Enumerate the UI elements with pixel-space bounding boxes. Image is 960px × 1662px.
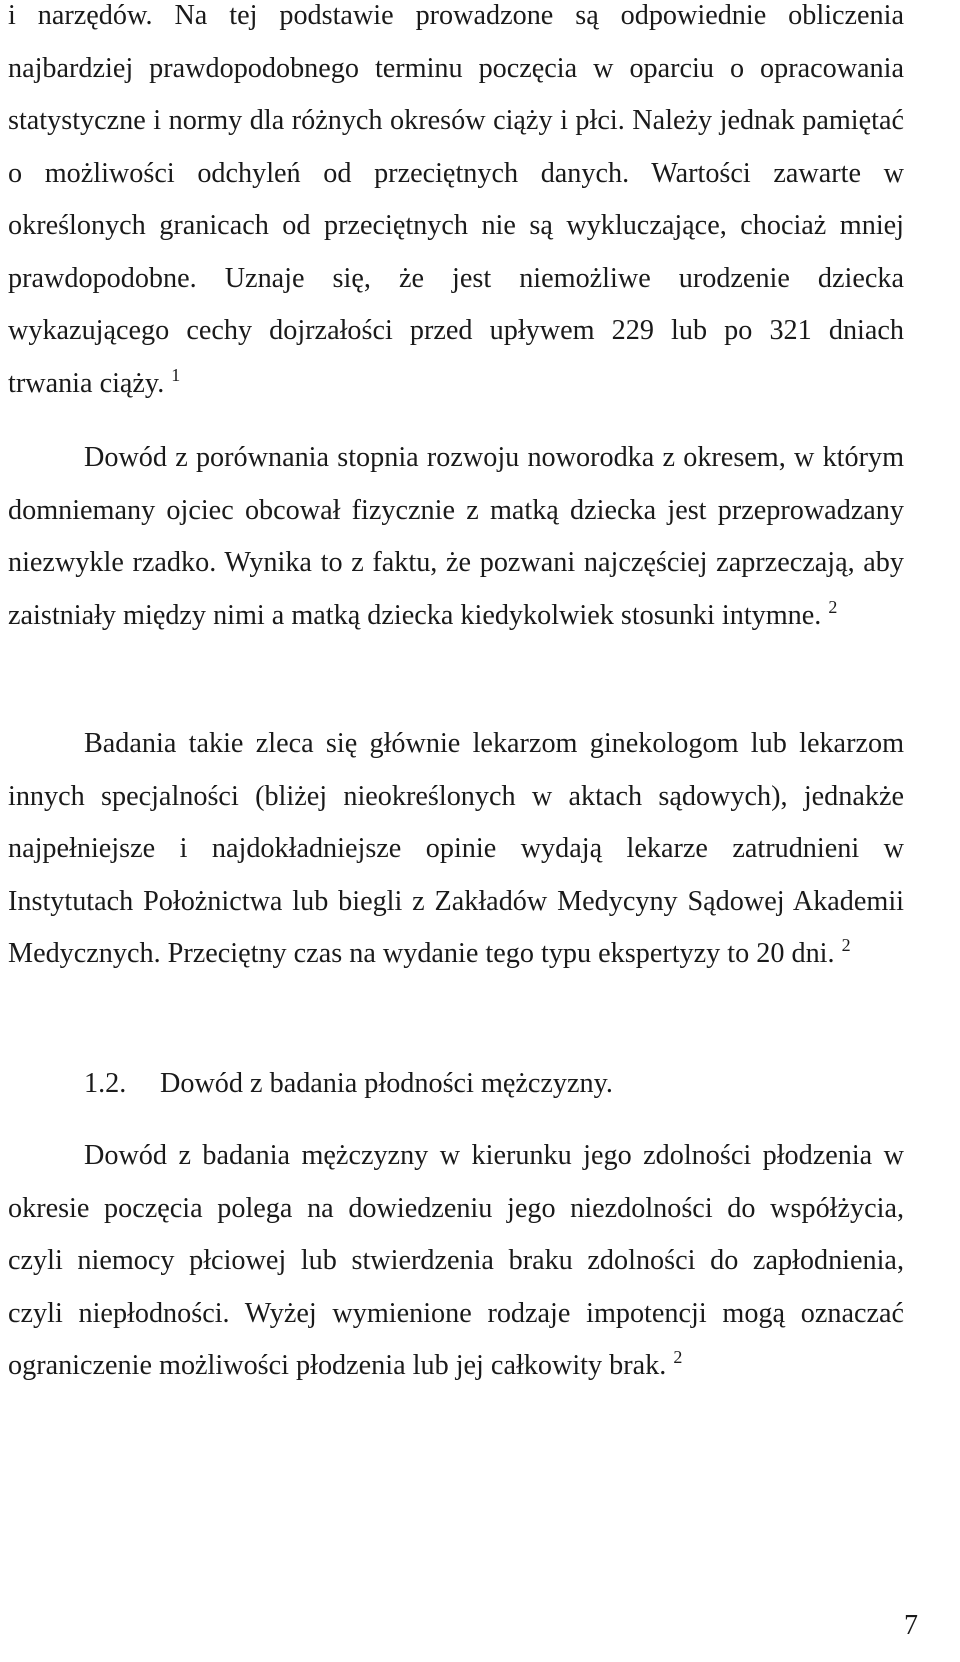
paragraph-1: [8, 0, 904, 410]
footnote-ref-4: 2: [673, 1347, 683, 1367]
paragraph-3: [8, 718, 904, 981]
footnote-ref-3: 2: [841, 935, 851, 955]
footnote-ref-2: 2: [828, 596, 838, 617]
paragraph-2-text: Dowód z porównania stopnia rozwoju noworodka z okresem, w którym domniemany ojciec obcował fizycznie z matką dziecka jest przeprowadzany niezwykle rzadko. Wynika to z faktu, że pozwani najczęściej zaprzeczają, aby zaistniały między nimi a matką dziecka kiedykolwiek stosunki intymne.: [8, 442, 904, 631]
paragraph-3-text: Badania takie zleca się głównie lekarzom ginekologom lub lekarzom innych specjalności (bliżej nieokreślonych w aktach sądowych), jednakże najpełniejsze i najdokładniejsze opinie wydają lekarze zatrudnieni w Instytutach Położnictwa lub biegli z Zakładów Medycyny Sądowej Akademii Medycznych. Przeciętny czas na wydanie tego typu ekspertyzy to 20 dni.: [8, 728, 904, 969]
section-heading: [84, 1058, 613, 1110]
paragraph-4: [8, 1130, 904, 1393]
paragraph-2: [8, 432, 904, 642]
footnote-ref-1: 1: [171, 364, 181, 385]
section-number: 1.2.: [84, 1068, 127, 1099]
paragraph-4-text: Dowód z badania mężczyzny w kierunku jego zdolności płodzenia w okresie poczęcia polega na dowiedzeniu jego niezdolności do współżycia, czyli niemocy płciowej lub stwierdzenia braku zdolności do zapłodnienia, czyli niepłodności. Wyżej wymienione rodzaje impotencji mogą oznaczać ograniczenie możliwości płodzenia lub jej całkowity brak.: [8, 1140, 904, 1381]
page-number: 7: [904, 1610, 918, 1641]
paragraph-1-text: i narzędów. Na tej podstawie prowadzone są odpowiednie obliczenia najbardziej prawdopodobnego terminu poczęcia w oparciu o opracowania statystyczne i normy dla różnych okresów ciąży i płci. Należy jednak pamiętać o możliwości odchyleń od przeciętnych danych. Wartości zawarte w określonych granicach od przeciętnych nie są wykluczające, chociaż mniej prawdopodobne. Uznaje się, że jest niemożliwe urodzenie dziecka wykazującego cechy dojrzałości przed upływem 229 lub po 321 dniach trwania ciąży.: [8, 0, 904, 399]
section-title: Dowód z badania płodności mężczyzny.: [160, 1068, 613, 1099]
